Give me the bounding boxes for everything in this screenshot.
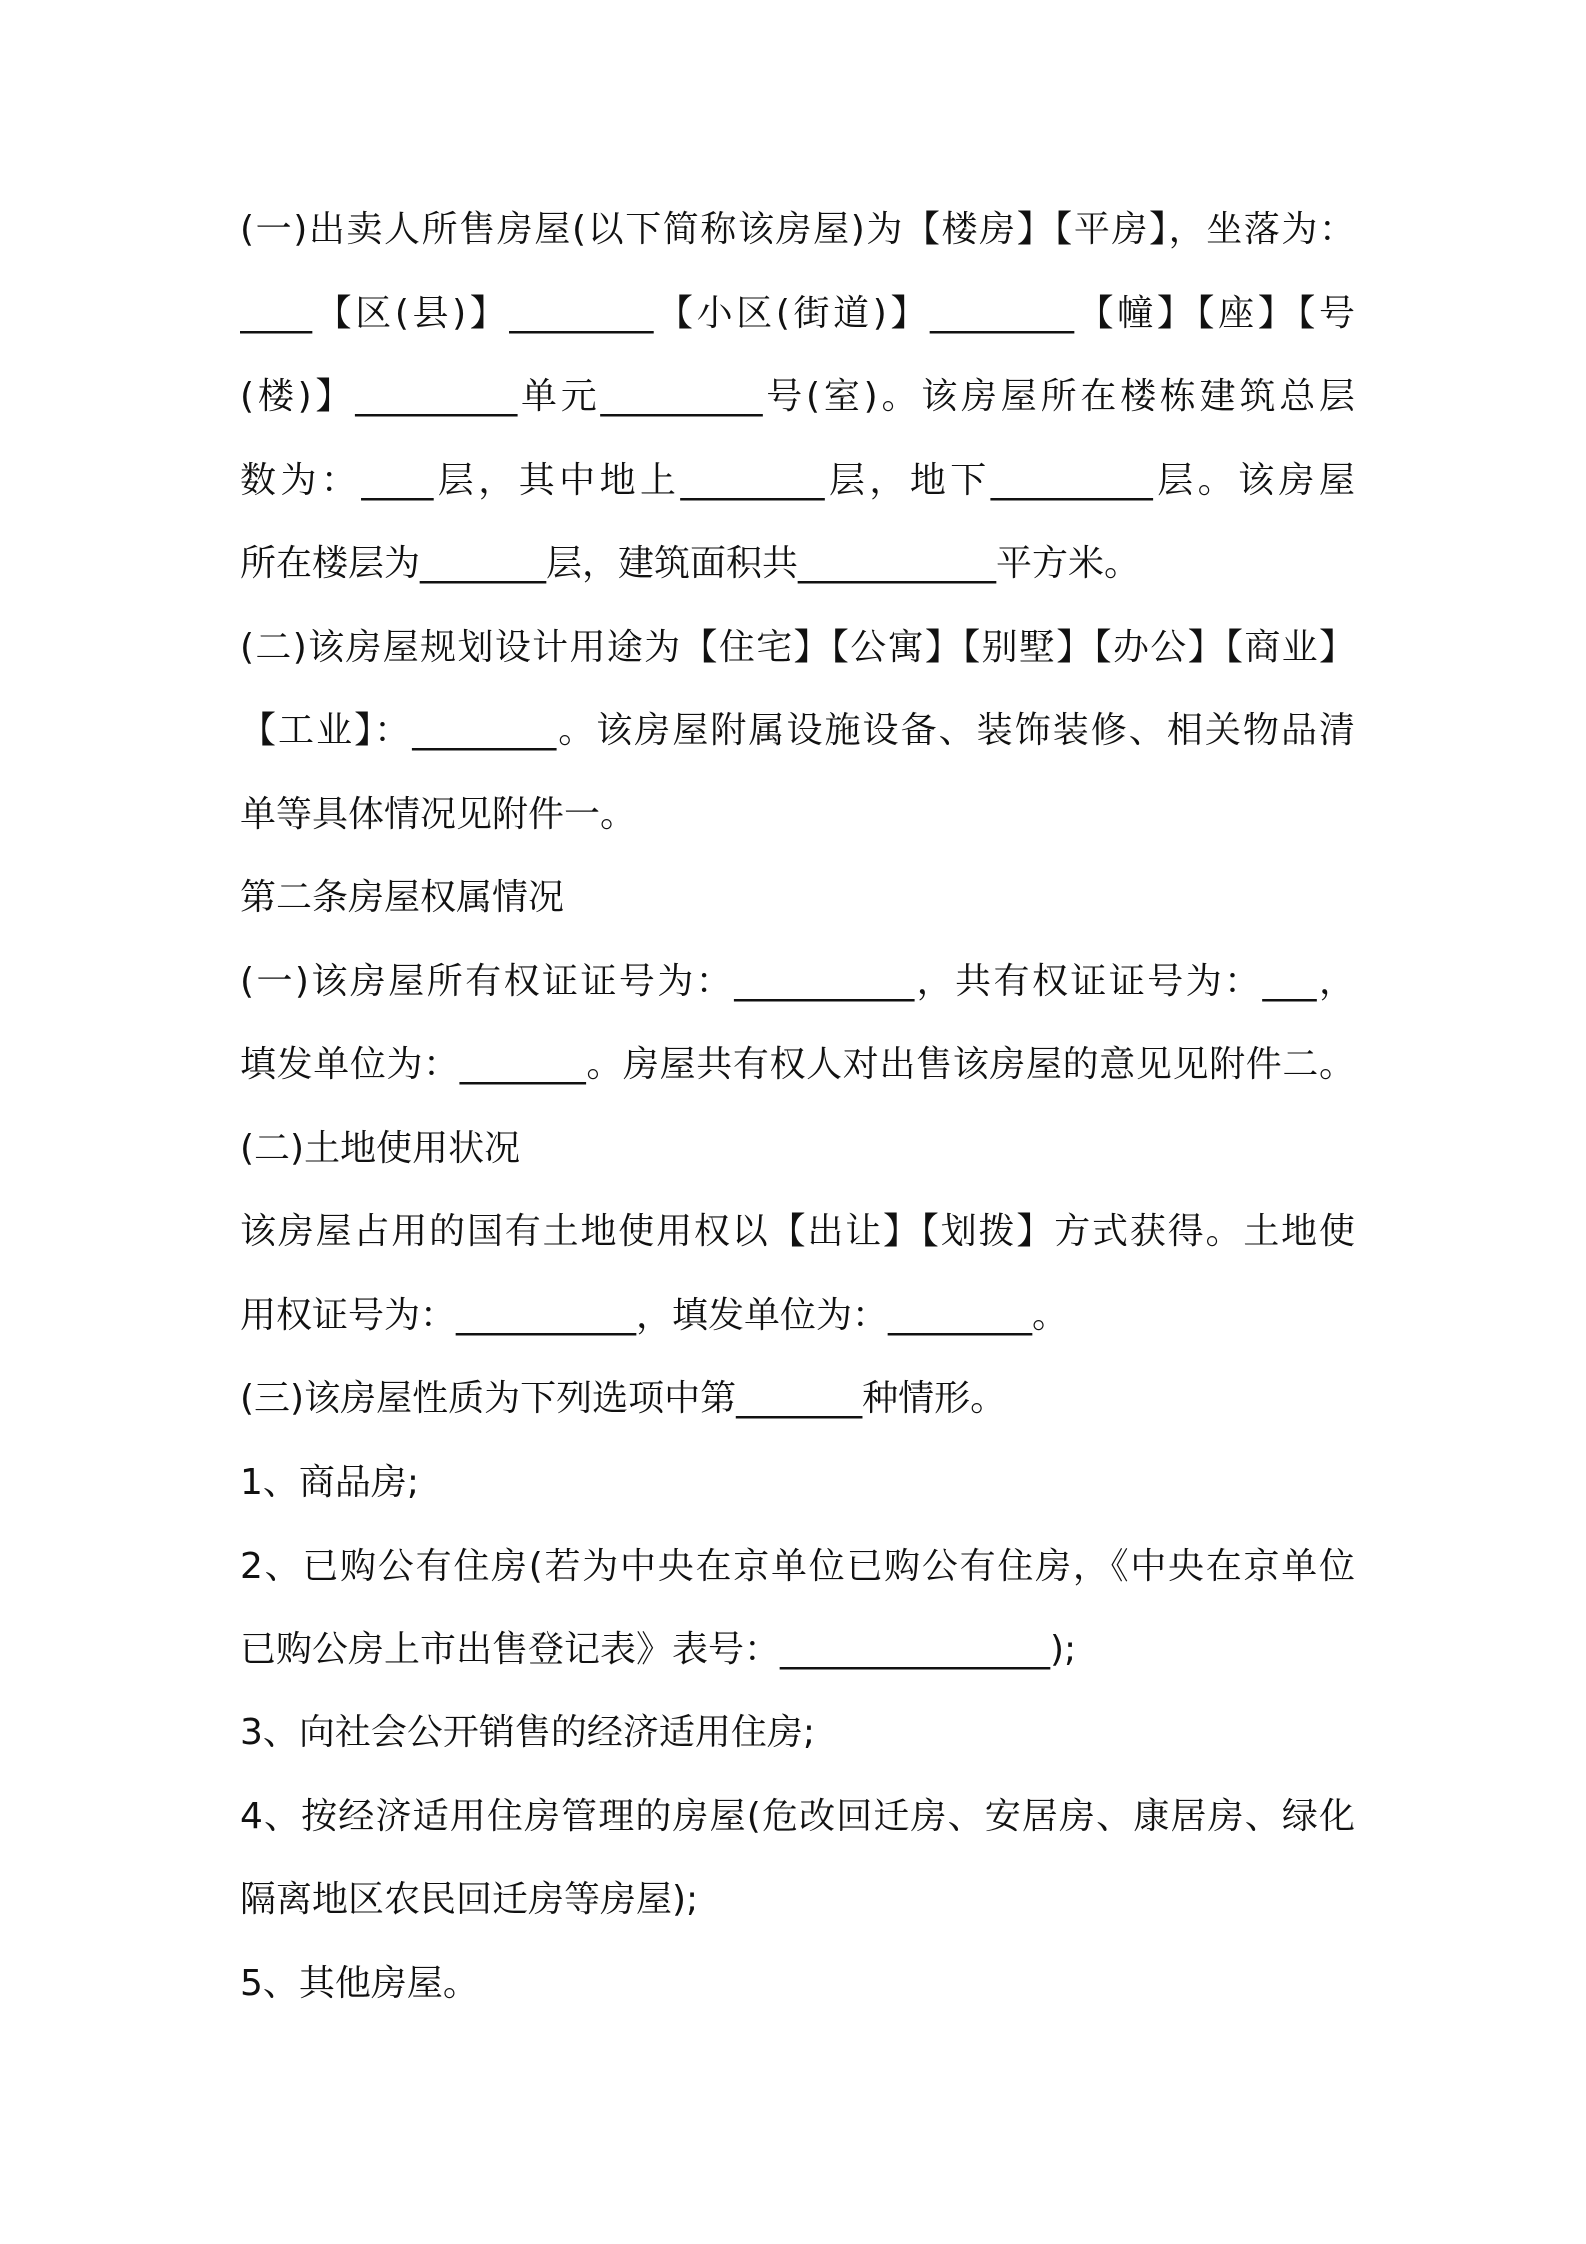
text-line-floor-count: 数为：____层，其中地上________层，地下_________层。该房屋 [240, 460, 1355, 501]
text-line-land-certificate: 用权证号为：__________，填发单位为：________。 [240, 1295, 1069, 1336]
text-line-land-acquisition: 该房屋占用的国有土地使用权以【出让】【划拨】方式获得。土地使 [240, 1211, 1355, 1252]
list-item-2: 2、已购公有住房(若为中央在京单位已购公有住房，《中央在京单位 [240, 1546, 1355, 1587]
text-line-seller-house-type: (一)出卖人所售房屋(以下简称该房屋)为【楼房】【平房】，坐落为： [240, 209, 1355, 250]
text-line-attachment-one: 单等具体情况见附件一。 [240, 794, 637, 835]
section-heading-ownership: 第二条房屋权属情况 [240, 877, 565, 918]
subheading-land-use: (二)土地使用状况 [240, 1128, 521, 1169]
text-line-floor-area: 所在楼层为_______层，建筑面积共___________平方米。 [240, 543, 1141, 584]
text-line-issuing-unit: 填发单位为：_______。房屋共有权人对出售该房屋的意见见附件二。 [240, 1044, 1355, 1085]
list-item-3: 3、向社会公开销售的经济适用住房; [240, 1712, 816, 1753]
text-line-planned-use: (二)该房屋规划设计用途为【住宅】【公寓】【别墅】【办公】【商业】 [240, 627, 1355, 668]
text-line-district-community: ____【区(县)】________【小区(街道)】________【幢】【座】【号 [240, 293, 1355, 334]
text-line-unit-room: (楼)】_________单元_________号(室)。该房屋所在楼栋建筑总层 [240, 376, 1355, 417]
list-item-5: 5、其他房屋。 [240, 1963, 479, 2004]
text-line-house-nature: (三)该房屋性质为下列选项中第_______种情形。 [240, 1378, 1007, 1419]
text-line-attached-facilities: 【工业】：________。该房屋附属设施设备、装饰装修、相关物品清 [240, 710, 1355, 751]
list-item-4-continued: 隔离地区农民回迁房等房屋); [240, 1879, 699, 1920]
list-item-4: 4、按经济适用住房管理的房屋(危改回迁房、安居房、康居房、绿化 [240, 1796, 1355, 1837]
text-line-ownership-certificate: (一)该房屋所有权证证号为：__________，共有权证证号为：___， [240, 961, 1355, 1002]
list-item-1: 1、商品房; [240, 1462, 420, 1503]
list-item-2-continued: 已购公房上市出售登记表》表号：_______________); [240, 1629, 1077, 1670]
